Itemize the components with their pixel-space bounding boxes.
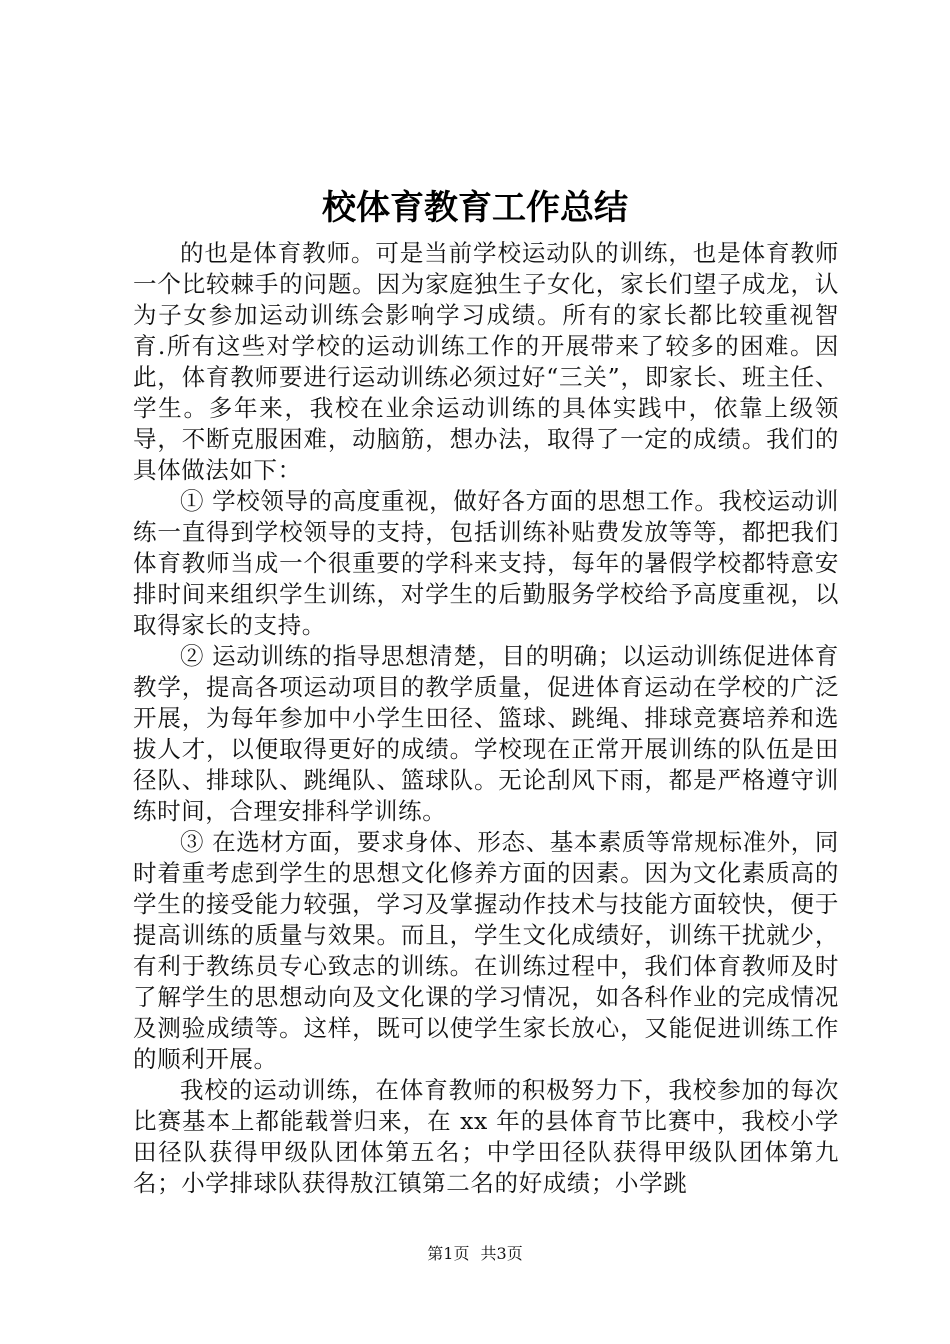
- document-body: [133, 238, 839, 1199]
- paragraph-results: 我校的运动训练，在体育教师的积极努力下，我校参加的每次比赛基本上都能载誉归来，在 xx 年的县体育节比赛中，我校小学田径队获得甲级队团体第五名；中学田径队获得甲级队团体第九名；小学排球队获得敖江镇第二名的好成绩；小学跳: [133, 1076, 839, 1197]
- paragraph-point-1: ① 学校领导的高度重视，做好各方面的思想工作。我校运动训练一直得到学校领导的支持，包括训练补贴费发放等等，都把我们体育教师当成一个很重要的学科来支持，每年的暑假学校都特意安排时间来组织学生训练，对学生的后勤服务学校给予高度重视，以取得家长的支持。: [133, 487, 839, 639]
- page-total: 共3页: [480, 1244, 523, 1263]
- page-footer: [0, 1244, 950, 1264]
- paragraph-point-3: ③ 在选材方面，要求身体、形态、基本素质等常规标准外，同时着重考虑到学生的思想文化修养方面的因素。因为文化素质高的学生的接受能力较强，学习及掌握动作技术与技能方面较快，便于提高训练的质量与效果。而且，学生文化成绩好，训练干扰就少，有利于教练员专心致志的训练。在训练过程中，我们体育教师及时了解学生的思想动向及文化课的学习情况，如各科作业的完成情况及测验成绩等。这样，既可以使学生家长放心，又能促进训练工作的顺利开展。: [133, 828, 839, 1073]
- document-title: 校体育教育工作总结: [322, 188, 628, 228]
- paragraph-intro: 的也是体育教师。可是当前学校运动队的训练，也是体育教师一个比较棘手的问题。因为家庭独生子女化，家长们望子成龙，认为子女参加运动训练会影响学习成绩。所有的家长都比较重视智育.所有这些对学校的运动训练工作的开展带来了较多的困难。因此，体育教师要进行运动训练必须过好“三关”，即家长、班主任、学生。多年来，我校在业余运动训练的具体实践中，依靠上级领导，不断克服困难，动脑筋，想办法，取得了一定的成绩。我们的具体做法如下：: [133, 239, 839, 484]
- page-number: 第1页: [427, 1244, 470, 1263]
- paragraph-point-2: ② 运动训练的指导思想清楚，目的明确；以运动训练促进体育教学，提高各项运动项目的教学质量，促进体育运动在学校的广泛开展，为每年参加中小学生田径、篮球、跳绳、排球竞赛培养和选拔人才，以便取得更好的成绩。学校现在正常开展训练的队伍是田径队、排球队、跳绳队、篮球队。无论刮风下雨，都是严格遵守训练时间，合理安排科学训练。: [133, 642, 839, 825]
